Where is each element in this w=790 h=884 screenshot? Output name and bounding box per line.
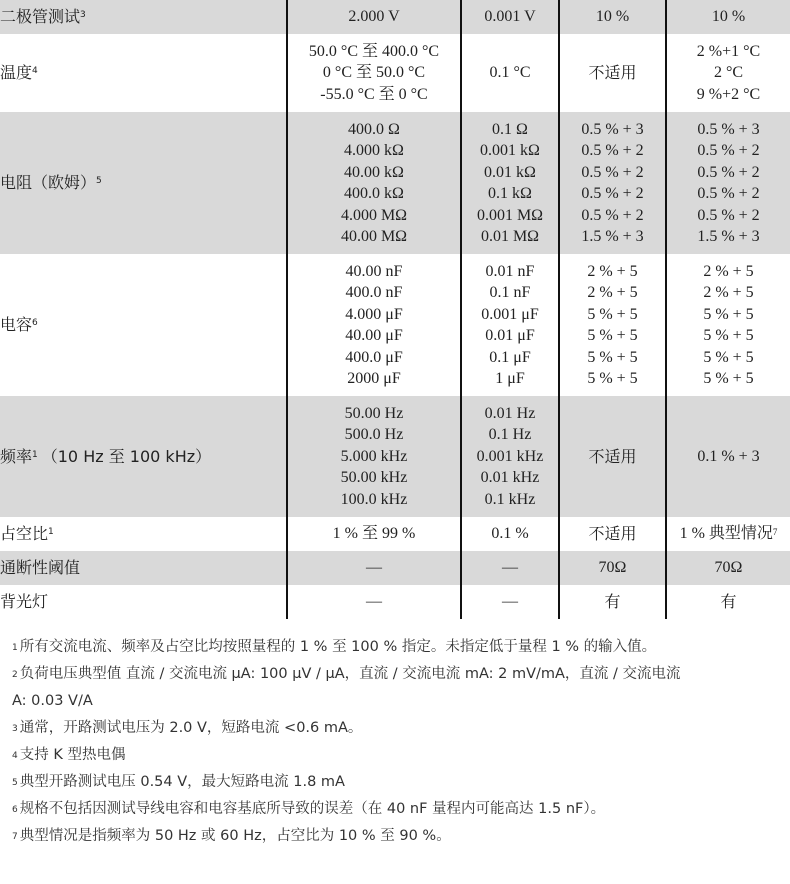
spec-row: [0, 34, 790, 112]
footnote-ref: 3: [80, 10, 86, 21]
acc2-value: 70Ω: [714, 559, 743, 577]
res-value: 1 μF: [495, 370, 525, 387]
acc2-cell: [666, 585, 790, 619]
res-value: 0.1 nF: [489, 284, 531, 301]
acc2-cell: [666, 551, 790, 585]
range-value: 2.000 V: [348, 8, 400, 26]
acc2-value: 0.5 % + 2: [697, 206, 760, 224]
res-value: 0.01 kΩ: [484, 163, 536, 181]
footnote-ref: 6: [32, 318, 38, 329]
footnote-number: 3: [12, 724, 18, 734]
range-cell: [287, 585, 461, 619]
res-value: 0.1 °C: [489, 64, 531, 82]
function-name-cell: [0, 0, 287, 34]
function-name: 温度: [0, 63, 33, 83]
footnote-number: 7: [12, 832, 18, 842]
function-name-cell: [0, 254, 287, 396]
range-cell: [287, 396, 461, 517]
footnote-text: 规格不包括因测试导线电容和电容基底所导致的误差（在 40 nF 量程内可能高达 1.5 nF）。: [19, 801, 606, 817]
footnote: [12, 742, 782, 769]
acc2-cell: [666, 517, 790, 551]
spec-row: [0, 254, 790, 396]
acc1-cell: [559, 34, 666, 112]
footnote-text: A: 0.03 V/A: [12, 693, 93, 709]
range-value: 500.0 Hz: [344, 426, 404, 444]
res-value: 0.01 Hz: [484, 404, 536, 422]
acc2-value: 2 % + 5: [703, 262, 754, 280]
acc2-value: 2 %+1 °C: [696, 42, 761, 60]
range-cell: [287, 0, 461, 34]
function-name-cell: [0, 34, 287, 112]
spec-row: [0, 396, 790, 517]
footnote-text: 负荷电压典型值 直流 / 交流电流 μA: 100 μV / μA，直流 / 交流电流 mA: 2 mV/mA，直流 / 交流电流: [19, 666, 681, 682]
res-cell: [461, 0, 559, 34]
acc2-text: 1 % 典型情况: [679, 525, 773, 543]
acc1-cell: [559, 112, 666, 254]
acc1-value: 5 % + 5: [587, 348, 638, 366]
range-value: —: [366, 593, 382, 611]
acc2-value: 5 % + 5: [703, 305, 754, 323]
spec-row: [0, 0, 790, 34]
acc2-value: [667, 523, 790, 545]
function-name: 频率: [0, 446, 33, 466]
footnote-number: 5: [12, 778, 18, 788]
range-value: 40.00 MΩ: [340, 228, 408, 245]
footnote-ref: 1: [48, 527, 54, 538]
function-name: 占空比: [0, 524, 49, 544]
range-value: 4.000 kΩ: [344, 142, 404, 159]
range-cell: [287, 254, 461, 396]
footnote: [12, 715, 782, 742]
footnote-ref: 1: [32, 449, 38, 460]
footnote-text: 典型情况是指频率为 50 Hz 或 60 Hz，占空比为 10 % 至 90 %。: [19, 828, 451, 844]
res-value: 0.01 nF: [485, 262, 535, 280]
res-value: 0.01 μF: [485, 327, 535, 344]
acc1-value: 10 %: [595, 8, 630, 26]
acc2-cell: [666, 254, 790, 396]
acc2-value: 0.5 % + 3: [697, 120, 760, 138]
acc1-value: 不适用: [588, 524, 637, 544]
spec-row: [0, 551, 790, 585]
range-value: 400.0 nF: [345, 284, 403, 301]
footnote: [12, 634, 782, 661]
res-value: 0.01 kHz: [480, 469, 540, 487]
acc2-value: 有: [720, 592, 737, 612]
acc1-cell: [559, 517, 666, 551]
res-value: —: [502, 593, 518, 611]
range-value: 40.00 kΩ: [344, 163, 404, 181]
acc1-value: 不适用: [588, 446, 637, 466]
range-value: 400.0 μF: [345, 348, 403, 366]
function-name-cell: [0, 551, 287, 585]
acc1-cell: [559, 585, 666, 619]
footnote-ref: 7: [772, 527, 778, 538]
footnotes: [12, 634, 782, 850]
spec-row: [0, 112, 790, 254]
function-name: 二极管测试: [0, 7, 81, 27]
res-value: 0.001 MΩ: [476, 206, 544, 224]
range-value: 40.00 μF: [345, 327, 403, 344]
acc2-value: 5 % + 5: [703, 327, 754, 344]
acc2-cell: [666, 34, 790, 112]
spec-row: [0, 585, 790, 619]
range-value: 100.0 kHz: [340, 490, 408, 508]
acc1-value: 不适用: [588, 63, 637, 83]
acc2-value: 5 % + 5: [703, 348, 754, 366]
acc1-value: 2 % + 5: [587, 262, 638, 280]
range-value: 50.00 kHz: [340, 469, 408, 487]
acc2-value: 1.5 % + 3: [697, 228, 760, 245]
acc1-value: 0.5 % + 2: [581, 163, 644, 181]
range-cell: [287, 112, 461, 254]
acc1-cell: [559, 0, 666, 34]
function-name-cell: [0, 585, 287, 619]
footnote-number: 2: [12, 670, 18, 680]
footnote-ref: 5: [96, 176, 102, 187]
range-value: 50.00 Hz: [344, 404, 404, 422]
footnote: [12, 823, 782, 850]
range-value: 400.0 kΩ: [344, 185, 404, 202]
acc2-value: 10 %: [711, 8, 746, 26]
function-name: 背光灯: [0, 592, 49, 612]
acc1-value: 0.5 % + 3: [581, 120, 644, 138]
footnote: [12, 661, 782, 715]
acc2-cell: [666, 396, 790, 517]
range-value: —: [366, 559, 382, 577]
acc2-value: 2 °C: [713, 64, 744, 82]
acc2-value: 0.1 % + 3: [697, 447, 760, 465]
function-name: 通断性阈值: [0, 558, 81, 578]
res-value: 0.1 %: [491, 525, 529, 543]
acc2-value: 2 % + 5: [703, 284, 754, 301]
acc1-cell: [559, 254, 666, 396]
acc1-value: 0.5 % + 2: [581, 206, 644, 224]
acc1-value: 0.5 % + 2: [581, 142, 644, 159]
footnote: [12, 769, 782, 796]
acc1-value: 5 % + 5: [587, 305, 638, 323]
range-value: 0 °C 至 50.0 °C: [322, 64, 426, 82]
acc1-value: 1.5 % + 3: [581, 228, 644, 245]
res-value: —: [502, 559, 518, 577]
acc1-cell: [559, 551, 666, 585]
res-cell: [461, 34, 559, 112]
res-value: 0.001 kΩ: [480, 142, 540, 159]
range-value: 4.000 MΩ: [340, 206, 408, 224]
acc2-value: 0.5 % + 2: [697, 185, 760, 202]
footnote-text: 支持 K 型热电偶: [19, 747, 126, 763]
footnote-number: 6: [12, 805, 18, 815]
range-value: 2000 μF: [347, 370, 401, 387]
footnote-ref: 4: [32, 66, 38, 77]
acc2-value: 0.5 % + 2: [697, 142, 760, 159]
res-value: 0.001 μF: [481, 305, 539, 323]
acc2-value: 5 % + 5: [703, 370, 754, 387]
res-value: 0.1 μF: [489, 348, 531, 366]
res-cell: [461, 254, 559, 396]
range-value: 4.000 μF: [345, 305, 403, 323]
spec-row: [0, 517, 790, 551]
res-cell: [461, 517, 559, 551]
range-value: 50.0 °C 至 400.0 °C: [308, 42, 440, 60]
function-name-cell: [0, 396, 287, 517]
res-cell: [461, 112, 559, 254]
range-value: 1 % 至 99 %: [332, 525, 416, 543]
res-cell: [461, 551, 559, 585]
acc2-value: 9 %+2 °C: [696, 85, 761, 103]
acc2-cell: [666, 0, 790, 34]
acc1-value: 5 % + 5: [587, 370, 638, 387]
res-value: 0.01 MΩ: [480, 228, 540, 245]
footnote-number: 1: [12, 643, 18, 653]
function-name-suffix: （10 Hz 至 100 kHz）: [41, 446, 212, 466]
range-cell: [287, 34, 461, 112]
acc2-value: 0.5 % + 2: [697, 163, 760, 181]
range-cell: [287, 517, 461, 551]
acc1-value: 2 % + 5: [587, 284, 638, 301]
range-value: -55.0 °C 至 0 °C: [320, 85, 428, 103]
res-value: 0.001 V: [484, 8, 536, 26]
res-value: 0.001 kHz: [476, 447, 544, 465]
footnote-text: 典型开路测试电压 0.54 V，最大短路电流 1.8 mA: [19, 774, 345, 790]
acc1-value: 有: [604, 592, 621, 612]
res-cell: [461, 585, 559, 619]
acc1-value: 5 % + 5: [587, 327, 638, 344]
function-name: 电阻（欧姆）: [0, 173, 97, 193]
function-name: 电容: [0, 315, 33, 335]
footnote: [12, 796, 782, 823]
function-name-cell: [0, 517, 287, 551]
range-value: 400.0 Ω: [348, 120, 400, 138]
footnote-text: 所有交流电流、频率及占空比均按照量程的 1 % 至 100 % 指定。未指定低于量程 1 % 的输入值。: [19, 639, 657, 655]
range-value: 40.00 nF: [345, 262, 403, 280]
acc1-value: 0.5 % + 2: [581, 185, 644, 202]
function-name-cell: [0, 112, 287, 254]
acc1-value: 70Ω: [598, 559, 627, 577]
range-cell: [287, 551, 461, 585]
footnote-number: 4: [12, 751, 18, 761]
res-cell: [461, 396, 559, 517]
res-value: 0.1 Ω: [492, 120, 528, 138]
range-value: 5.000 kHz: [340, 447, 408, 465]
res-value: 0.1 kHz: [484, 490, 536, 508]
acc1-cell: [559, 396, 666, 517]
footnote-text: 通常，开路测试电压为 2.0 V，短路电流 <0.6 mA。: [19, 720, 363, 736]
acc2-cell: [666, 112, 790, 254]
res-value: 0.1 kΩ: [488, 185, 532, 202]
res-value: 0.1 Hz: [488, 426, 532, 444]
